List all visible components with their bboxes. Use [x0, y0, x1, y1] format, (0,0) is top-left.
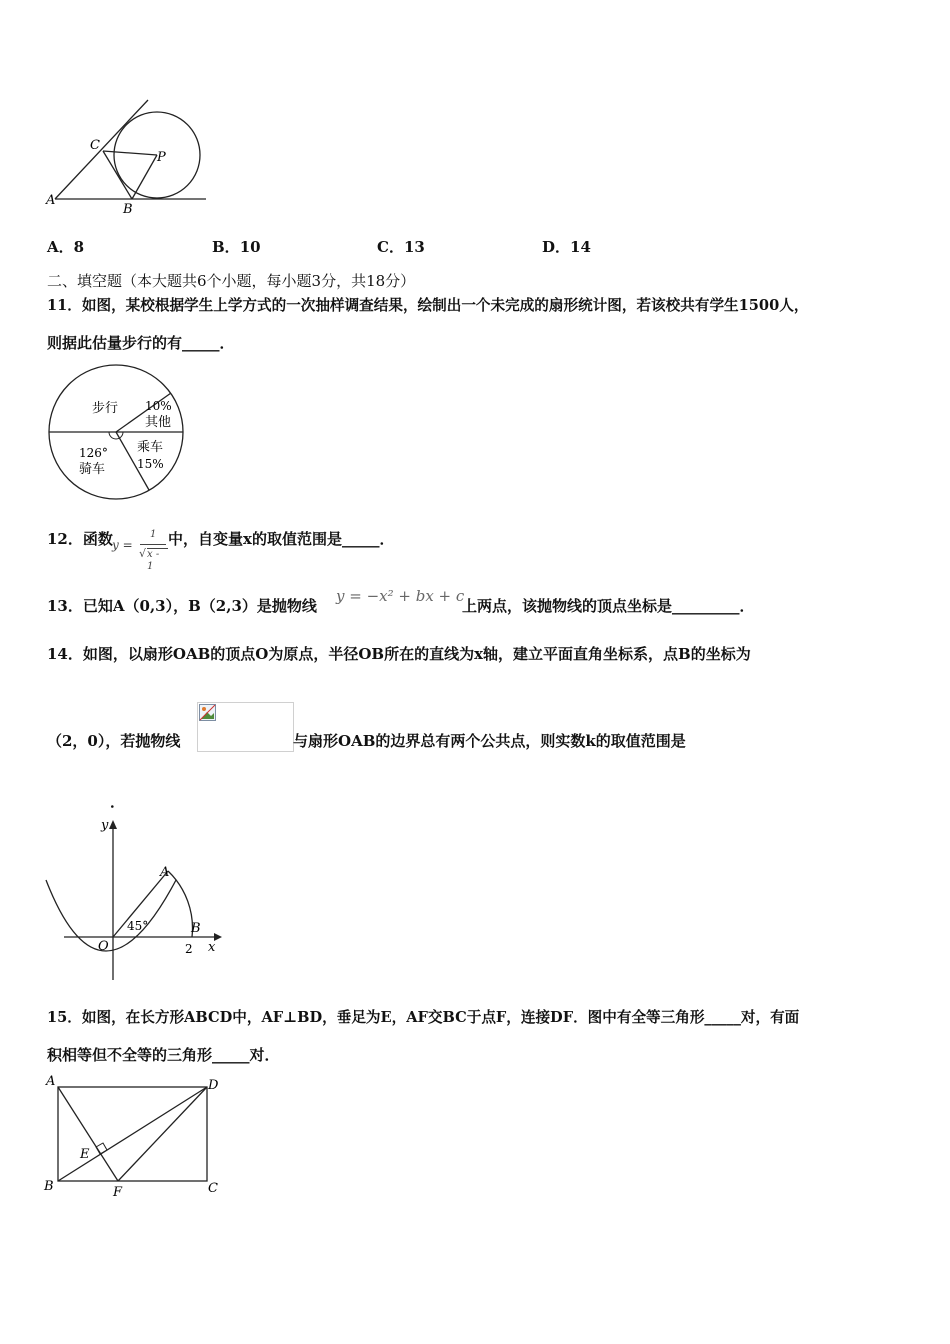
label-f: F	[113, 1185, 123, 1200]
q12-suffix: 中，自变量x的取值范围是_____．	[168, 530, 395, 548]
q13-prefix: 13．已知A（0,3），B（2,3）是抛物线	[47, 597, 317, 615]
broken-image-placeholder	[197, 702, 294, 752]
q14-line2-prefix: （2，0），若抛物线	[47, 732, 181, 750]
label-a: A	[160, 865, 170, 880]
label-c: C	[208, 1181, 218, 1196]
section-heading: 二、填空题（本大题共6个小题，每小题3分，共18分）	[47, 272, 416, 290]
q11-line1: 11．如图，某校根据学生上学方式的一次抽样调查结果，绘制出一个未完成的扇形统计图，若该校共有学生1500人，	[47, 297, 809, 314]
q12-formula	[112, 529, 168, 572]
option-value: 10	[239, 238, 261, 256]
option-b	[212, 237, 261, 257]
tick-label-2: 2	[185, 942, 193, 956]
pie-label-other: 其他	[145, 415, 172, 430]
label-a: A	[46, 1074, 56, 1089]
q14-line1: 14．如图，以扇形OAB的顶点O为原点，半径OB所在的直线为x轴，建立平面直角坐标系，点B的坐标为	[47, 645, 751, 663]
q12-sqrt-sign: √	[139, 547, 147, 560]
option-a	[47, 237, 84, 257]
label-e: E	[80, 1147, 90, 1162]
q15-figure	[40, 1072, 230, 1202]
q14-line2-suffix: 与扇形OAB的边界总有两个公共点，则实数k的取值范围是	[293, 732, 686, 750]
q12-formula-num: 1	[150, 529, 157, 540]
q11-line2: 则据此估量步行的有_____．	[47, 334, 235, 352]
label-d: D	[208, 1078, 219, 1093]
q12-prefix: 12．函数	[47, 530, 113, 548]
q11-pie-chart	[48, 362, 190, 504]
option-c	[377, 237, 425, 257]
option-letter: C．	[377, 238, 404, 256]
label-a: A	[46, 193, 56, 208]
axis-label-x: x	[208, 940, 216, 955]
q12-formula-y: y =	[112, 538, 133, 552]
option-value: 14	[570, 238, 591, 256]
broken-image-icon	[199, 704, 217, 722]
pie-label-walk: 步行	[92, 401, 119, 416]
label-o: O	[98, 939, 109, 954]
option-letter: D．	[542, 238, 571, 256]
angle-label: 45°	[127, 919, 149, 933]
label-b: B	[44, 1179, 54, 1194]
q13-formula: y = −x² + bx + c	[336, 587, 465, 605]
q10-figure	[40, 95, 215, 220]
option-letter: A．	[47, 238, 74, 256]
label-b: B	[123, 202, 133, 217]
pie-label-other-pct: 10%	[145, 399, 172, 413]
option-value: 8	[73, 238, 85, 256]
pie-label-bike-deg: 126°	[79, 446, 108, 460]
label-p: P	[157, 150, 166, 165]
pie-label-bike: 骑车	[79, 462, 106, 477]
q12-fraction-bar	[140, 544, 166, 545]
option-d	[542, 237, 591, 257]
q13-suffix: 上两点，该抛物线的顶点坐标是_________．	[462, 597, 755, 615]
pie-label-ride: 乘车	[137, 440, 164, 455]
option-letter: B．	[212, 238, 240, 256]
label-b: B	[191, 921, 201, 936]
q14-line3: ．	[110, 793, 126, 811]
q15-line2: 积相等但不全等的三角形_____对．	[47, 1046, 280, 1064]
q12-formula-den: x - 1	[147, 548, 168, 573]
q15-line1: 15．如图，在长方形ABCD中，AF⊥BD，垂足为E，AF交BC于点F，连接DF．图中有全等三角形_____对，有面	[47, 1009, 800, 1026]
axis-label-y: y	[101, 818, 109, 833]
pie-label-ride-pct: 15%	[137, 457, 164, 471]
option-value: 13	[403, 238, 425, 256]
label-c: C	[90, 138, 100, 153]
q14-figure	[40, 815, 225, 985]
